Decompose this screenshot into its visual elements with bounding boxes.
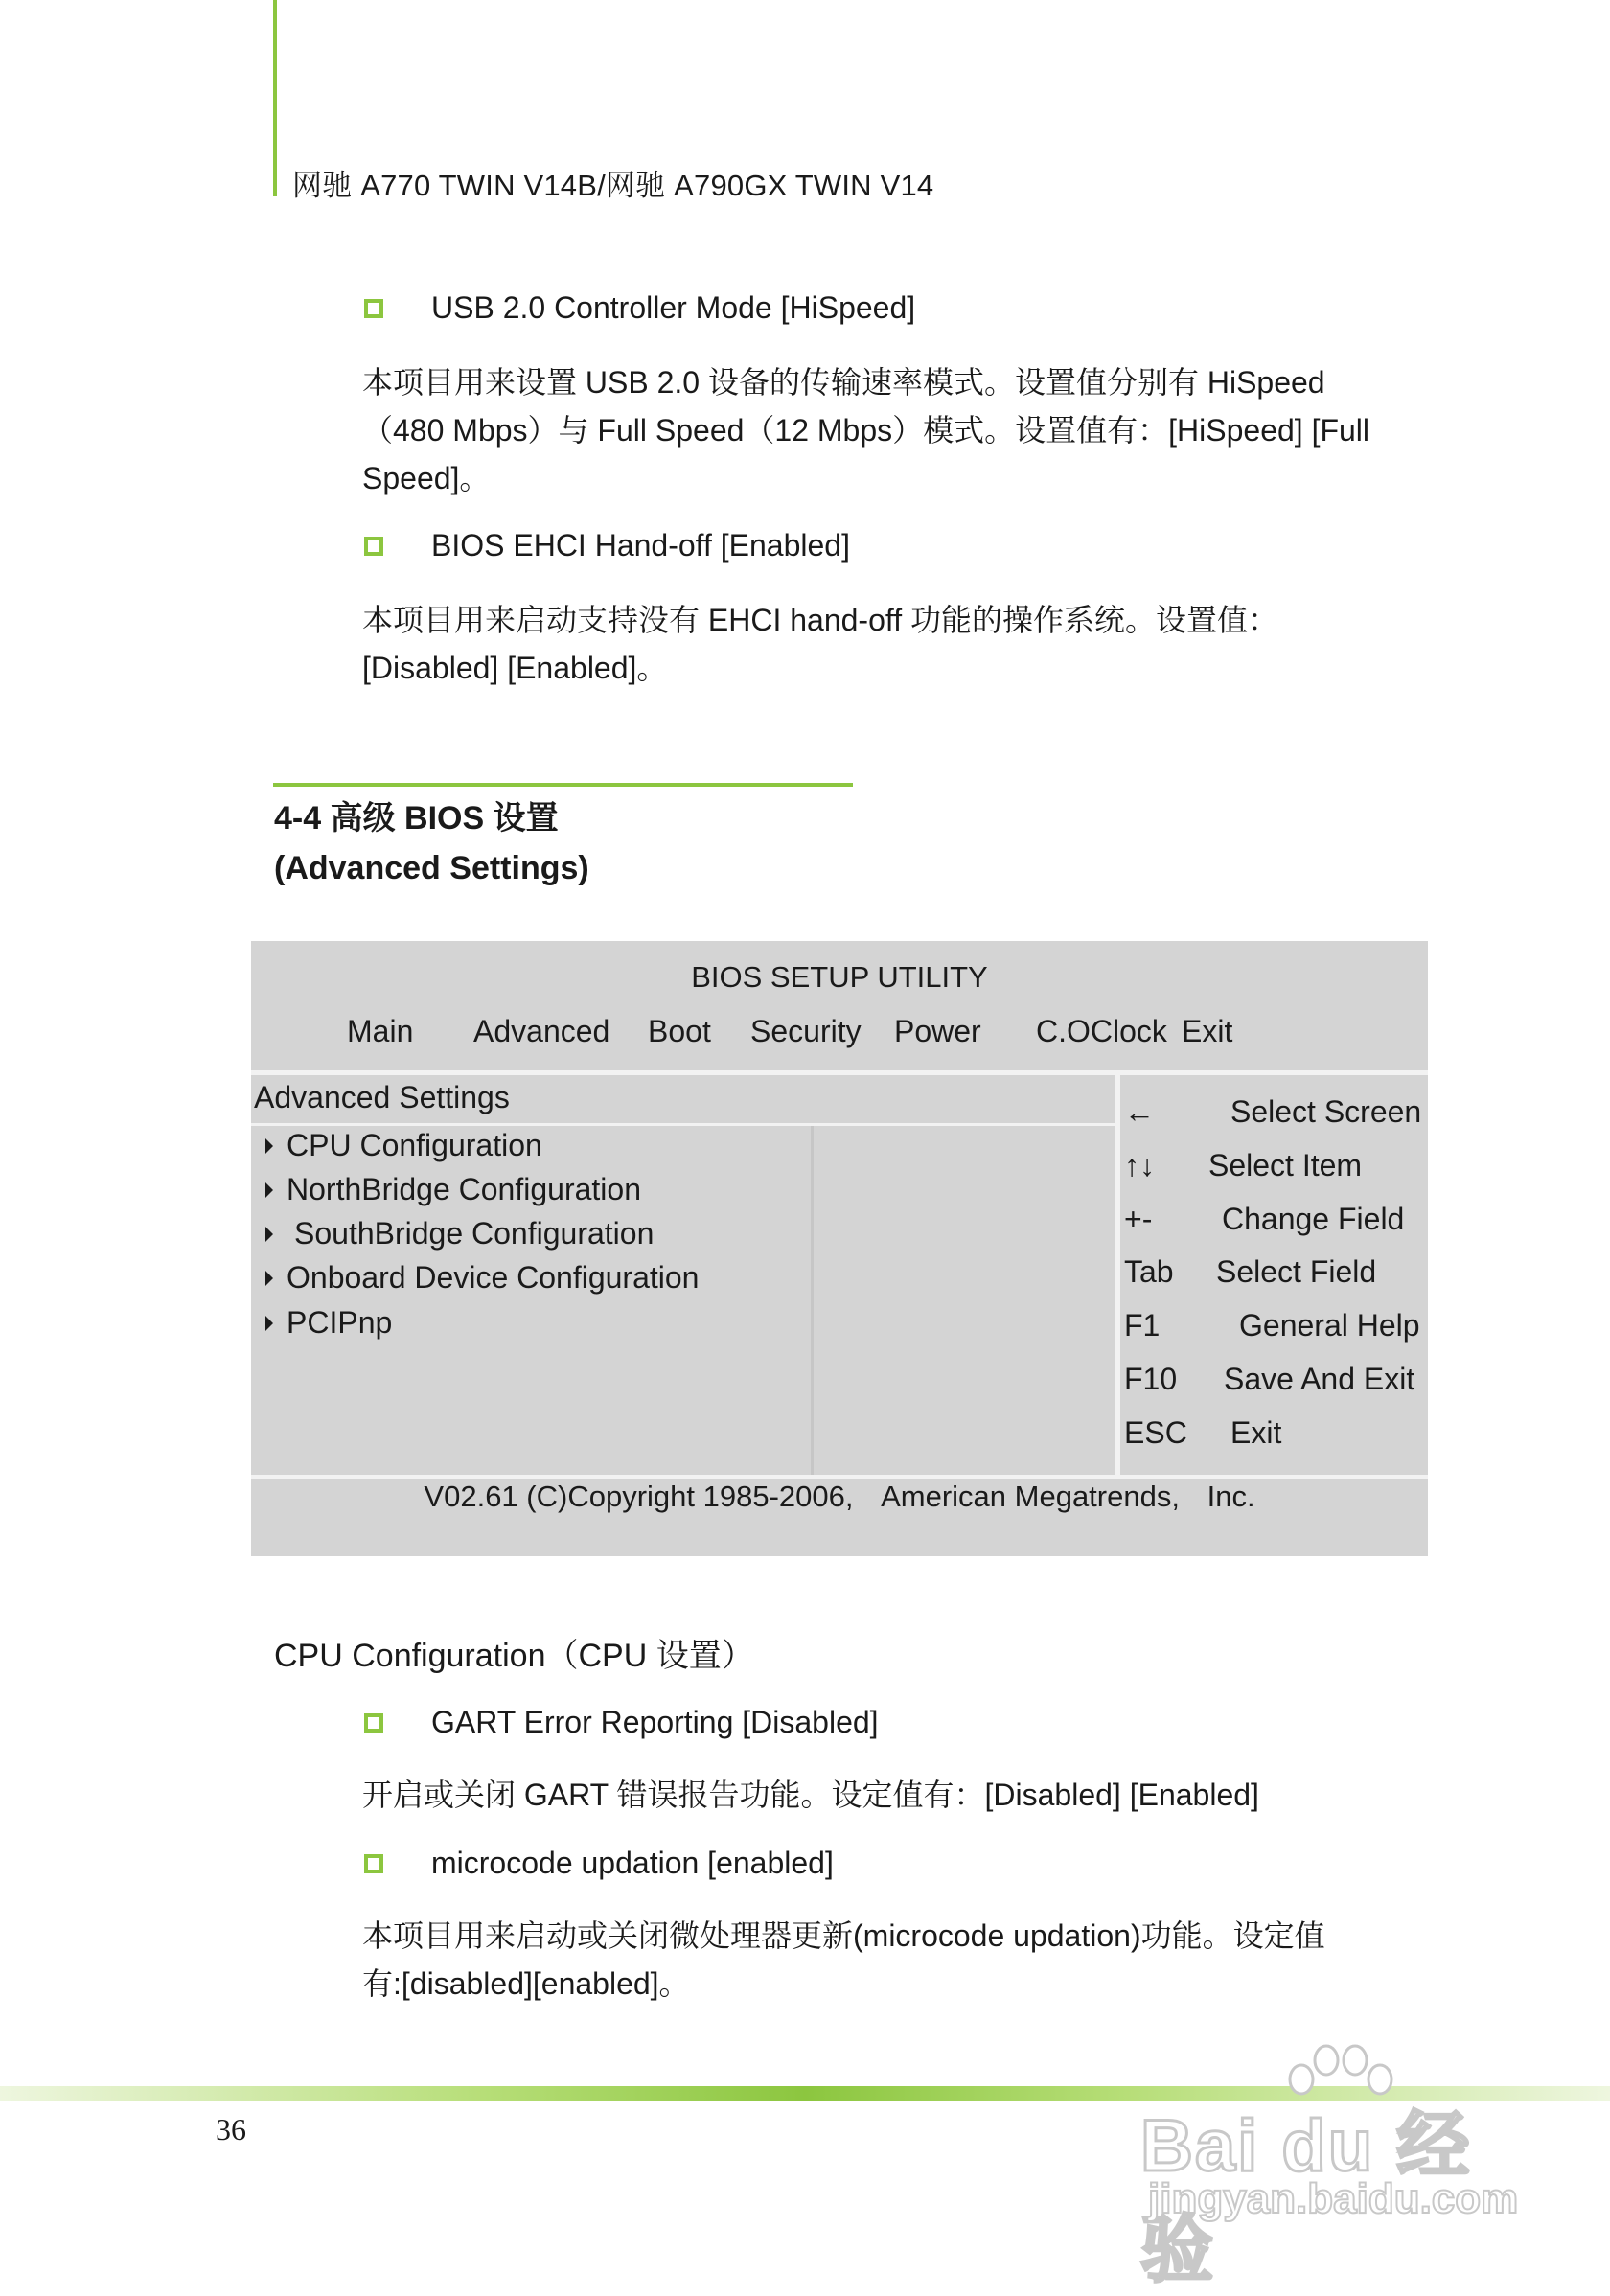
bios-tab-coclock[interactable]: C.OClock (1036, 1014, 1167, 1048)
submenu-arrow-icon (265, 1138, 273, 1154)
help-key-plus-minus: +- (1124, 1202, 1153, 1236)
submenu-arrow-icon (265, 1227, 273, 1242)
footer-company: American Megatrends, (881, 1480, 1180, 1513)
help-key-tab: Tab (1124, 1254, 1174, 1289)
bios-menu-northbridge-configuration[interactable] (265, 1172, 641, 1207)
bios-divider (1116, 1075, 1120, 1478)
section-divider (273, 783, 853, 787)
desc-line: 开启或关闭 GART 错误报告功能。设定值有：[Disabled] [Enabled] (362, 1778, 1259, 1812)
desc-line: [Disabled] [Enabled]。 (362, 651, 668, 685)
option-title: GART Error Reporting [Disabled] (431, 1705, 879, 1739)
help-change-field: Change Field (1222, 1202, 1405, 1236)
submenu-arrow-icon (265, 1182, 273, 1198)
watermark-site: jingyan.baidu.com (1148, 2175, 1519, 2222)
footer-inc: Inc. (1207, 1480, 1255, 1513)
bios-tab-main[interactable]: Main (347, 1014, 414, 1048)
option-title: USB 2.0 Controller Mode [HiSpeed] (431, 290, 916, 325)
checkbox-bullet-icon (364, 537, 383, 556)
submenu-arrow-icon (265, 1316, 273, 1331)
submenu-arrow-icon (265, 1271, 273, 1286)
option-gart-error-reporting (364, 1705, 879, 1740)
help-select-item: Select Item (1208, 1148, 1363, 1182)
bios-section-label: Advanced Settings (254, 1080, 510, 1114)
help-key-f1: F1 (1124, 1308, 1161, 1343)
bios-menu-pcipnp[interactable] (265, 1305, 392, 1341)
cpu-configuration-heading: CPU Configuration（CPU 设置） (274, 1638, 754, 1674)
checkbox-bullet-icon (364, 1713, 383, 1733)
bios-divider (811, 1126, 814, 1478)
baidu-jingyan-watermark (1140, 2041, 1524, 2291)
help-key-f10: F10 (1124, 1362, 1178, 1396)
checkbox-bullet-icon (364, 299, 383, 318)
bios-setup-screenshot (251, 941, 1428, 1556)
help-select-screen: Select Screen (1230, 1094, 1422, 1129)
bios-title: BIOS SETUP UTILITY (691, 960, 988, 994)
desc-line: 本项目用来设置 USB 2.0 设备的传输速率模式。设置值分别有 HiSpeed (362, 365, 1325, 400)
checkbox-bullet-icon (364, 1854, 383, 1873)
desc-line: 本项目用来启动支持没有 EHCI hand-off 功能的操作系统。设置值： (362, 603, 1278, 637)
section-title-cn: 4-4 高级 BIOS 设置 (274, 800, 559, 837)
usb-option-description (362, 358, 1392, 502)
bios-top-bar (251, 941, 1428, 1070)
menu-item-label: PCIPnp (287, 1305, 393, 1340)
section-title-en: (Advanced Settings) (274, 850, 589, 886)
left-arrow-icon: ← (1124, 1094, 1155, 1129)
bios-divider (251, 1475, 1428, 1479)
bios-tab-boot[interactable]: Boot (648, 1014, 711, 1048)
ehci-option-description (362, 596, 1392, 692)
bios-menu-cpu-configuration[interactable] (265, 1128, 542, 1163)
document-header: 网驰 A770 TWIN V14B/网驰 A790GX TWIN V14 (292, 169, 934, 202)
help-exit: Exit (1230, 1415, 1282, 1450)
menu-item-label: SouthBridge Configuration (294, 1216, 655, 1251)
bios-copyright-footer (251, 1480, 1428, 1514)
page-number: 36 (216, 2112, 246, 2147)
option-title: microcode updation [enabled] (431, 1846, 834, 1880)
bios-tab-advanced[interactable]: Advanced (473, 1014, 610, 1048)
footer-version: V02.61 (C)Copyright 1985-2006, (424, 1480, 854, 1513)
help-save-and-exit: Save And Exit (1224, 1362, 1415, 1396)
bios-divider (251, 1123, 1116, 1126)
header-accent-bar (273, 0, 277, 196)
watermark-brand: Bai du 经验 (1140, 2105, 1472, 2291)
gart-option-description (362, 1771, 1392, 1819)
help-key-esc: ESC (1124, 1415, 1187, 1450)
microcode-option-description (362, 1912, 1392, 2008)
bios-tab-security[interactable]: Security (750, 1014, 862, 1048)
option-usb-controller-mode (364, 290, 915, 326)
bios-tab-power[interactable]: Power (894, 1014, 981, 1048)
desc-line: Speed]。 (362, 461, 491, 495)
bios-tab-exit[interactable]: Exit (1182, 1014, 1233, 1048)
menu-item-label: CPU Configuration (287, 1128, 542, 1162)
section-title (274, 793, 589, 893)
option-bios-ehci-handoff (364, 528, 850, 563)
menu-item-label: NorthBridge Configuration (287, 1172, 641, 1206)
desc-line: （480 Mbps）与 Full Speed（12 Mbps）模式。设置值有：[HiSpeed] [Full (362, 413, 1370, 448)
up-down-arrow-icon: ↑↓ (1124, 1148, 1155, 1182)
option-title: BIOS EHCI Hand-off [Enabled] (431, 528, 850, 563)
option-microcode-updation (364, 1846, 834, 1881)
help-select-field: Select Field (1216, 1254, 1377, 1289)
menu-item-label: Onboard Device Configuration (287, 1260, 700, 1295)
bios-menu-onboard-device-configuration[interactable] (265, 1260, 699, 1296)
bios-menu-southbridge-configuration[interactable] (265, 1216, 654, 1251)
help-general-help: General Help (1239, 1308, 1420, 1343)
desc-line: 本项目用来启动或关闭微处理器更新(microcode updation)功能。设定值 (362, 1918, 1325, 1953)
bios-divider (251, 1070, 1428, 1075)
desc-line: 有:[disabled][enabled]。 (362, 1966, 690, 2001)
